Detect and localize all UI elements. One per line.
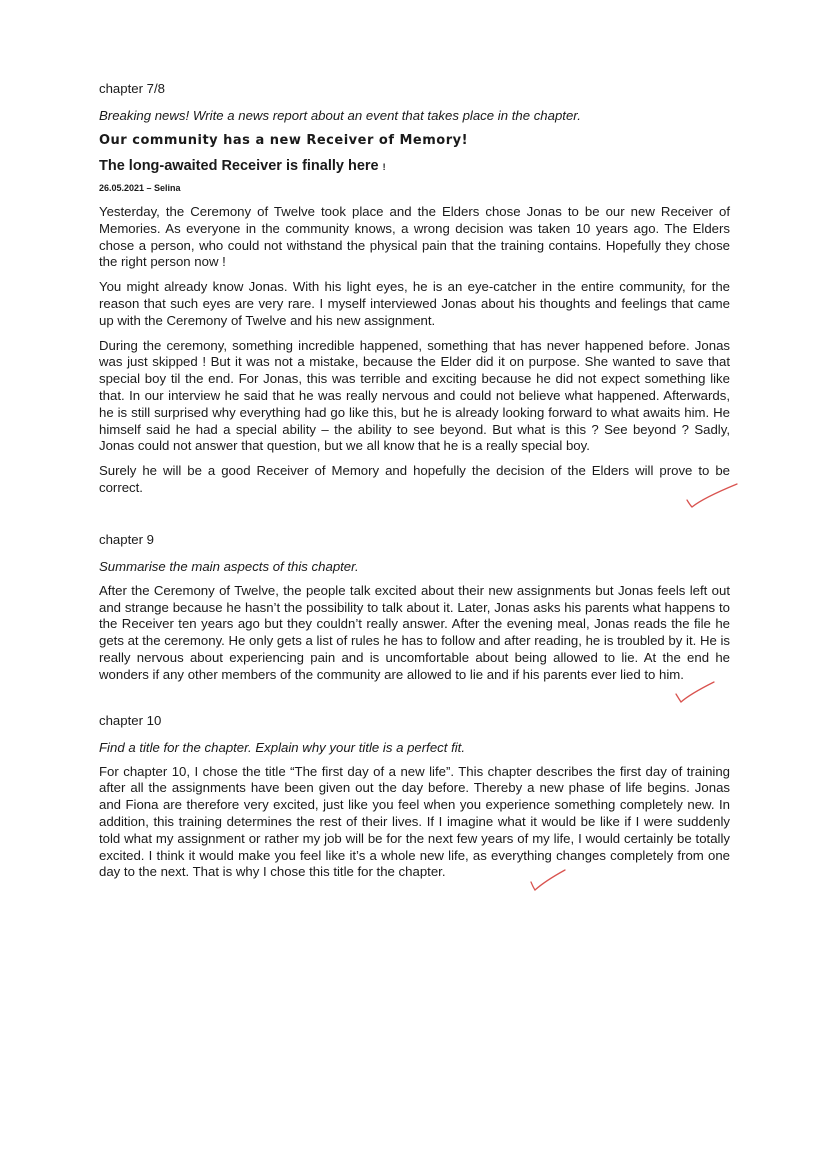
paragraph: During the ceremony, something incredible happened, something that has never happened before. Jonas was just skipped ! But it was not a mistake, because the Elder did it on purpose. She wanted to save that special boy til the end. For Jonas, this was terrible and exciting because he did not expect something like that. In our interview he said that he was really nervous and could not believe what happened. Afterwards, he is still surprised why everything had go like this, but he is already looking forward to what awaits him. He himself said he had a special ability – the ability to see beyond. But what is this ? See beyond ? Sadly, Jonas could not answer that question, but we all know that he is a really special boy. xyxy=(99,337,730,454)
news-subheadline xyxy=(99,156,730,177)
chapter-label: chapter 10 xyxy=(99,712,162,728)
document-page xyxy=(99,80,730,889)
subheadline-text: The long-awaited Receiver is finally here xyxy=(99,158,379,174)
paragraph: After the Ceremony of Twelve, the people talk excited about their new assignments but Jonas feels left out and strange because he hasn’t the possibility to talk about it. Later, Jonas asks his parents what happens to the Receiver ten years ago but they couldn’t really answer. After the evening meal, Jonas reads the file he gets at the ceremony. He only gets a list of rules he has to follow and after reading, he is troubled by it. He is really nervous about experiencing pain and is uncomfortable about being allowed to lie. At the end he wonders if any other members of the community are allowed to lie and if his parents ever lied to him. xyxy=(99,582,730,682)
chapter-label: chapter 9 xyxy=(99,531,154,547)
checkmark-icon xyxy=(672,678,718,706)
paragraph: Surely he will be a good Receiver of Memory and hopefully the decision of the Elders will prove to be correct. xyxy=(99,463,730,495)
paragraph: Yesterday, the Ceremony of Twelve took place and the Elders chose Jonas to be our new Receiver of Memories. As everyone in the community knows, a wrong decision was taken 10 years ago. The Elders chose a person, who could not withstand the physical pain that the training contains. Hopefully they chose the right person now ! xyxy=(99,204,730,270)
chapter-label: chapter 7/8 xyxy=(99,81,165,96)
task-prompt: Find a title for the chapter. Explain why your title is a perfect fit. xyxy=(99,739,465,755)
checkmark-icon xyxy=(527,866,569,894)
paragraph: You might already know Jonas. With his light eyes, he is an eye-catcher in the entire community, for the reason that such eyes are very rare. I myself interviewed Jonas about his thoughts and feelings that came up with the Ceremony of Twelve and his new assignment. xyxy=(99,279,730,328)
task-prompt: Summarise the main aspects of this chapter. xyxy=(99,558,359,574)
section-chapter-7-8 xyxy=(99,80,730,497)
news-headline: Our community has a new Receiver of Memory! xyxy=(99,133,469,148)
section-chapter-10 xyxy=(99,712,730,882)
task-prompt: Breaking news! Write a news report about an event that takes place in the chapter. xyxy=(99,108,581,123)
subheadline-mark: ! xyxy=(382,162,386,172)
paragraph: For chapter 10, I chose the title “The first day of a new life”. This chapter describes the first day of training after all the assignments have been given out the day before. Thereby a new phase of life begins. Jonas and Fiona are therefore very excited, just like you feel when you experience something completely new. In addition, this training determines the rest of their lives. If I imagine what it would be like if I were suddenly told what my assignment or rather my job will be for the next few years of my life, I would certainly be totally excited. I think it would make you feel like it’s a whole new life, as everything changes completely from one day to the next. That is why I chose this title for the chapter. xyxy=(99,763,730,880)
news-byline: 26.05.2021 – Selina xyxy=(99,183,181,193)
checkmark-icon xyxy=(683,478,741,512)
section-chapter-9 xyxy=(99,531,730,684)
